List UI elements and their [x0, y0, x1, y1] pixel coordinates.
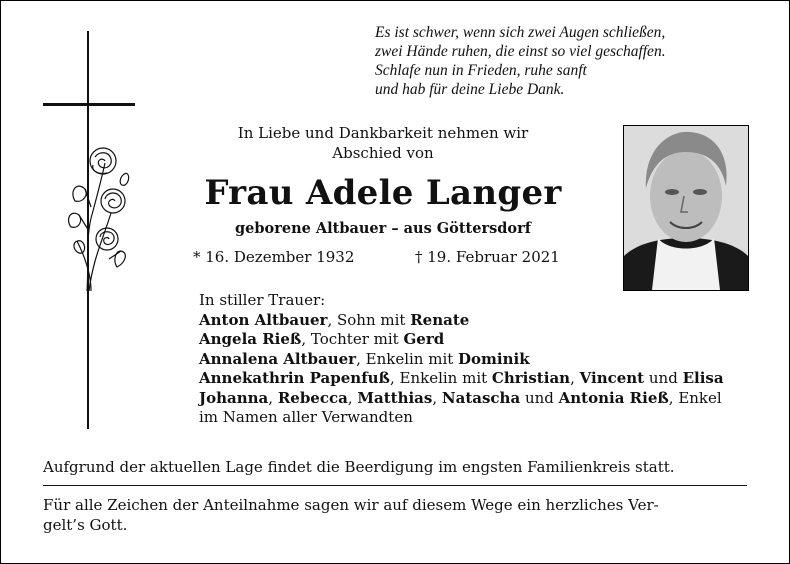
mourners-footer: im Namen aller Verwandten	[199, 408, 413, 426]
portrait-image	[624, 126, 748, 290]
funeral-notice: Aufgrund der aktuellen Lage findet die Beerdigung im engsten Familienkreis statt.	[43, 458, 675, 476]
mourner-separator: und	[644, 369, 683, 387]
mourner-relation: , Enkel	[668, 388, 722, 407]
deceased-subline: geborene Altbauer – aus Göttersdorf	[235, 220, 531, 237]
birth-date: * 16. Dezember 1932	[193, 248, 355, 266]
mourner-separator: ,	[432, 388, 442, 407]
mourner-name: Annalena Altbauer	[199, 349, 357, 368]
cross-horizontal-beam	[43, 103, 135, 106]
roses-illustration	[63, 141, 133, 291]
mourner-relation: , Tochter mit	[301, 330, 404, 348]
mourners-heading: In stiller Trauer:	[199, 291, 326, 309]
mourner-name: Anton Altbauer	[199, 310, 328, 329]
intro-line: Abschied von	[332, 144, 434, 162]
poem-line: Schlafe nun in Frieden, ruhe sanft	[375, 62, 587, 79]
intro-text	[183, 123, 583, 163]
deceased-name: Frau Adele Langer	[204, 173, 562, 213]
mourner-entry	[199, 350, 759, 370]
mourner-relation: , Enkelin mit	[356, 349, 459, 368]
mourner-entry	[199, 330, 759, 350]
mourner-name: Dominik	[458, 349, 530, 368]
mourner-name: Gerd	[403, 330, 445, 348]
mourner-name: Christian	[491, 369, 571, 387]
mourner-name: Renate	[410, 310, 470, 329]
mourner-name: Vincent	[579, 369, 645, 387]
memorial-poem	[375, 23, 775, 99]
mourner-entry	[199, 311, 759, 331]
poem-line: und hab für deine Liebe Dank.	[375, 81, 565, 98]
mourner-name: Natascha	[441, 388, 521, 407]
poem-line: Es ist schwer, wenn sich zwei Augen schließen,	[375, 24, 666, 41]
mourner-separator: ,	[570, 369, 580, 387]
mourner-entry	[199, 369, 759, 389]
death-date: † 19. Februar 2021	[415, 248, 560, 266]
mourner-separator: und	[520, 388, 559, 407]
thanks-text	[43, 495, 747, 535]
mourner-name: Elisa	[682, 369, 724, 387]
mourner-relation: , Enkelin mit	[389, 369, 492, 387]
poem-line: zwei Hände ruhen, die einst so viel geschaffen.	[375, 43, 666, 60]
thanks-line: Für alle Zeichen der Anteilnahme sagen wir auf diesem Wege ein herzliches Ver-	[43, 496, 659, 514]
thanks-line: gelt’s Gott.	[43, 516, 128, 534]
mourners-list	[199, 291, 759, 428]
mourner-entry	[199, 389, 759, 409]
portrait-photo	[623, 125, 749, 291]
mourner-relation: , Sohn mit	[327, 310, 411, 329]
intro-line: In Liebe und Dankbarkeit nehmen wir	[237, 124, 529, 142]
mourner-name: Antonia Rieß	[558, 388, 669, 407]
mourner-name: Angela Rieß	[199, 330, 302, 348]
mourner-separator: ,	[347, 388, 358, 407]
mourner-separator: ,	[268, 388, 278, 407]
divider-line	[43, 485, 747, 486]
mourner-name: Matthias	[357, 388, 433, 407]
mourner-name: Annekathrin Papenfuß	[199, 369, 390, 387]
mourner-name: Johanna	[199, 388, 269, 407]
mourner-name: Rebecca	[277, 388, 348, 407]
